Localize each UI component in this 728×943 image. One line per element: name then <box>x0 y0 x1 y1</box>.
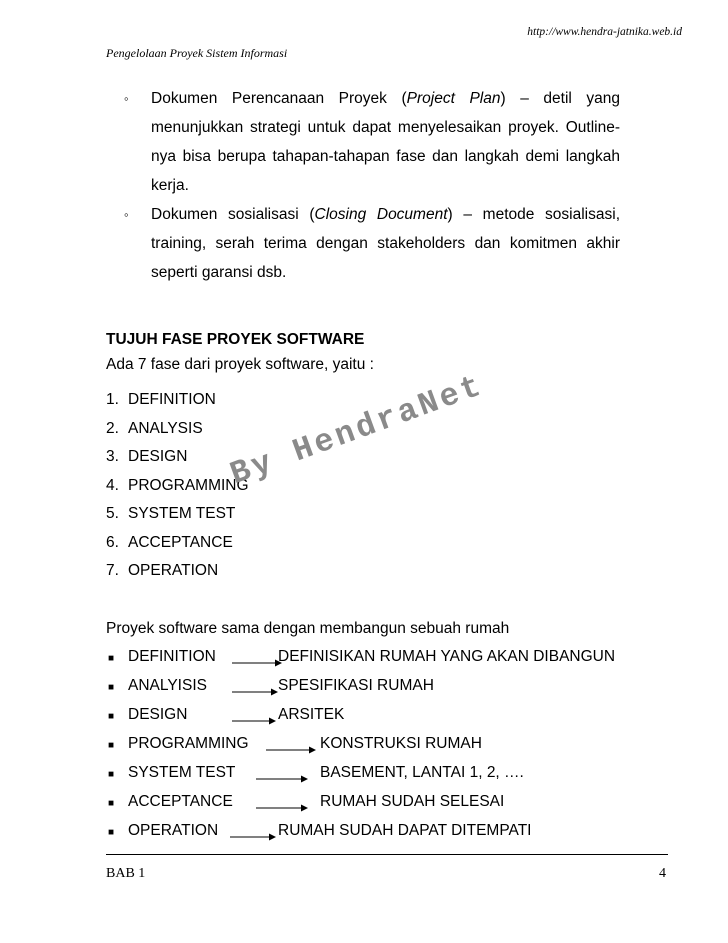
sub-list-item <box>124 200 620 287</box>
arrow-right-icon <box>230 832 276 842</box>
mapping-analogy: DEFINISIKAN RUMAH YANG AKAN DIBANGUN <box>278 648 616 665</box>
mapping-analogy: RUMAH SUDAH DAPAT DITEMPATI <box>278 822 532 839</box>
phase-label: ACCEPTANCE <box>128 533 233 551</box>
arrow-right-icon <box>232 716 276 726</box>
sub-item-text <box>151 84 620 200</box>
mapping-phase: ANALYISIS <box>128 677 207 694</box>
mapping-phase: DESIGN <box>128 706 188 723</box>
phase-number: 7. <box>106 562 119 579</box>
footer-divider <box>106 854 668 855</box>
document-sub-list <box>124 84 620 287</box>
arrow-right-icon <box>266 745 316 755</box>
mapping-phase: PROGRAMMING <box>128 735 249 752</box>
phase-item <box>106 529 249 558</box>
sub-item-emphasis: Closing Document <box>314 206 448 223</box>
section-title: TUJUH FASE PROYEK SOFTWARE <box>106 331 365 348</box>
phase-number: 5. <box>106 505 119 522</box>
phase-label: DEFINITION <box>128 391 216 408</box>
mapping-analogy: RUMAH SUDAH SELESAI <box>320 793 505 810</box>
analogy-title: Proyek software sama dengan membangun sebuah rumah <box>106 620 510 637</box>
phase-label: PROGRAMMING <box>128 476 249 494</box>
mapping-phase: DEFINITION <box>128 648 216 665</box>
circle-bullet-icon: ◦ <box>124 91 129 106</box>
arrow-right-icon <box>232 687 278 697</box>
mapping-analogy: KONSTRUKSI RUMAH <box>320 735 482 752</box>
mapping-analogy: ARSITEK <box>278 706 345 723</box>
square-bullet-icon: ■ <box>108 769 115 780</box>
phase-item <box>106 415 249 444</box>
square-bullet-icon: ■ <box>108 740 115 751</box>
footer-chapter: BAB 1 <box>106 866 146 881</box>
arrow-right-icon <box>256 774 308 784</box>
square-bullet-icon: ■ <box>108 682 115 693</box>
phase-label: OPERATION <box>128 562 219 579</box>
sub-item-suffix: ) – metode sosialisasi, training, serah terima dengan stakeholders dan komitmen akhir seperti garansi dsb. <box>151 206 620 281</box>
mapping-phase: OPERATION <box>128 822 219 839</box>
mapping-analogy: BASEMENT, LANTAI 1, 2, …. <box>320 764 524 781</box>
square-bullet-icon: ■ <box>108 653 115 664</box>
mapping-phase: ACCEPTANCE <box>128 793 233 810</box>
phase-item <box>106 386 249 415</box>
sub-list-item <box>124 84 620 200</box>
phase-number: 2. <box>106 419 119 437</box>
intro-text: Ada 7 fase dari proyek software, yaitu : <box>106 356 374 373</box>
square-bullet-icon: ■ <box>108 798 115 809</box>
phase-item <box>106 557 249 586</box>
sub-item-text <box>151 200 620 287</box>
arrow-right-icon <box>232 658 282 668</box>
phase-number: 6. <box>106 533 119 551</box>
header-url: http://www.hendra-jatnika.web.id <box>527 26 682 38</box>
phase-item <box>106 500 249 529</box>
phase-number: 1. <box>106 391 119 408</box>
phase-label: ANALYSIS <box>128 419 203 437</box>
phase-number: 4. <box>106 476 119 494</box>
arrow-right-icon <box>256 803 308 813</box>
phase-item <box>106 472 249 501</box>
watermark: By HendraNet <box>225 367 489 493</box>
phase-number: 3. <box>106 448 119 465</box>
sub-item-emphasis: Project Plan <box>406 90 501 107</box>
phase-list <box>106 386 249 586</box>
sub-item-prefix: Dokumen sosialisasi ( <box>151 206 315 223</box>
phase-label: DESIGN <box>128 448 188 465</box>
circle-bullet-icon: ◦ <box>124 207 129 222</box>
page-number: 4 <box>659 866 666 881</box>
header-title: Pengelolaan Proyek Sistem Informasi <box>106 46 288 60</box>
sub-item-prefix: Dokumen Perencanaan Proyek ( <box>151 90 407 107</box>
sub-item-suffix: ) – detil yang menunjukkan strategi untuk dapat menyelesaikan proyek. Outline-nya bisa berupa tahapan-tahapan fase dan langkah demi langkah kerja. <box>151 90 621 194</box>
phase-label: SYSTEM TEST <box>128 505 236 522</box>
square-bullet-icon: ■ <box>108 711 115 722</box>
square-bullet-icon: ■ <box>108 827 115 838</box>
mapping-analogy: SPESIFIKASI RUMAH <box>278 677 434 694</box>
mapping-phase: SYSTEM TEST <box>128 764 236 781</box>
